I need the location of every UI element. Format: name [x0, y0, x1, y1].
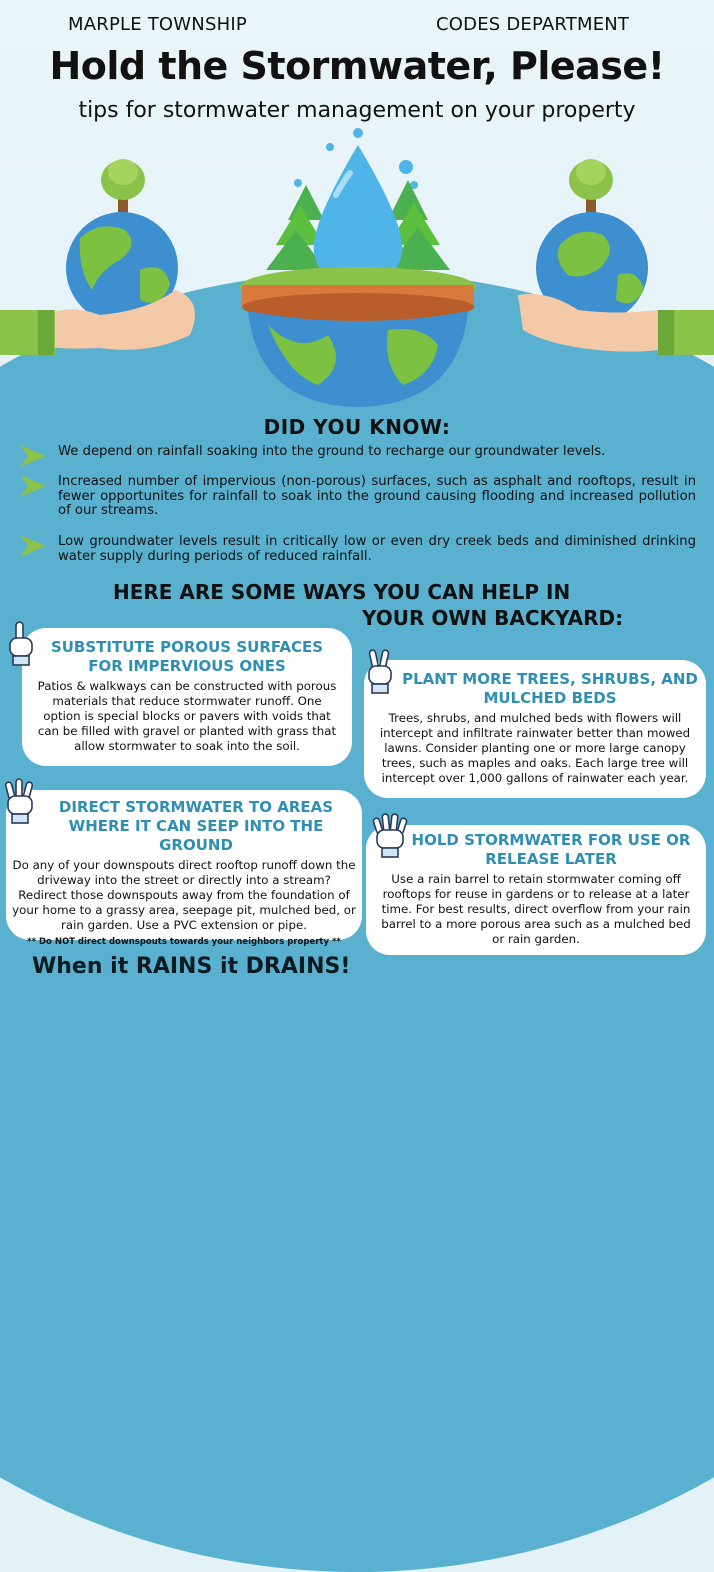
arrow-bullet-icon — [20, 535, 46, 557]
arrow-bullet-icon — [20, 475, 46, 497]
tip-title: PLANT MORE TREES, SHRUBS, AND MULCHED BEDS — [402, 670, 698, 707]
list-item — [20, 535, 696, 564]
tip-note: ** Do NOT direct downspouts towards your neighbors property ** — [27, 937, 341, 947]
tip-title: HOLD STORMWATER FOR USE OR RELEASE LATER — [411, 831, 691, 868]
globe-in-hand-icon-left — [0, 150, 210, 365]
list-item — [20, 475, 696, 519]
hand-count-one-icon — [2, 620, 38, 666]
fact-text: Low groundwater levels result in critically low or even dry creek beds and diminished drinking water supply during periods of reduced rainfall. — [58, 534, 696, 564]
hand-count-two-icon — [362, 648, 398, 694]
fact-text: Increased number of impervious (non-porous) surfaces, such as asphalt and rooftops, result in fewer opportunites for rainfall to soak into the ground causing flooding and increased pollution of our streams. — [58, 474, 696, 518]
hand-count-four-icon — [372, 812, 408, 858]
tip-body: Patios & walkways can be constructed with porous materials that reduce stormwater runoff. One option is special blocks or pavers with voids that can be filled with gravel or planted with grass that allow stormwater to soak into the soil. — [37, 679, 337, 753]
hand-count-three-icon — [2, 778, 38, 824]
tip-card-direct-stormwater — [6, 790, 362, 947]
slogan: When it RAINS it DRAINS! — [32, 954, 351, 979]
water-drop-island-icon — [238, 125, 478, 410]
tip-title: SUBSTITUTE POROUS SURFACES FOR IMPERVIOUS ONES — [50, 638, 324, 675]
page-subtitle: tips for stormwater management on your property — [78, 98, 636, 123]
tip-title: DIRECT STORMWATER TO AREAS WHERE IT CAN SEEP INTO THE GROUND — [58, 798, 334, 854]
globe-in-hand-icon-right — [508, 150, 714, 365]
help-heading-line1: HERE ARE SOME WAYS YOU CAN HELP IN — [113, 580, 571, 604]
tip-card-porous-surfaces — [22, 628, 352, 766]
arrow-bullet-icon — [20, 445, 46, 467]
fact-text: We depend on rainfall soaking into the ground to recharge our groundwater levels. — [58, 444, 606, 459]
tip-body: Trees, shrubs, and mulched beds with flowers will intercept and infiltrate rainwater better than mowed lawns. Consider planting one or more large canopy trees, such as maples and oaks. Each large tree will intercept over 1,000 gallons of rainwater each year. — [379, 711, 691, 785]
tip-card-plant-trees — [364, 660, 706, 798]
help-heading-line2: YOUR OWN BACKYARD: — [362, 606, 624, 630]
department-label: CODES DEPARTMENT — [436, 14, 630, 35]
tip-body: Use a rain barrel to retain stormwater coming off rooftops for reuse in gardens or to release at a later time. For best results, direct overflow from your rain barrel to a more porous area such as a mulched bed or rain garden. — [381, 872, 691, 946]
page-title: Hold the Stormwater, Please! — [49, 44, 665, 88]
township-label: MARPLE TOWNSHIP — [68, 14, 247, 35]
tip-card-hold-stormwater — [366, 825, 706, 955]
tip-body: Do any of your downspouts direct rooftop runoff down the driveway into the street or directly into a stream? Redirect those downspouts away from the foundation of your home to a grassy area, seepage pit, mulched bed, or rain garden. Use a PVC extension or pipe. — [12, 858, 356, 932]
did-you-know-heading: DID YOU KNOW: — [263, 415, 451, 439]
list-item — [20, 445, 696, 467]
